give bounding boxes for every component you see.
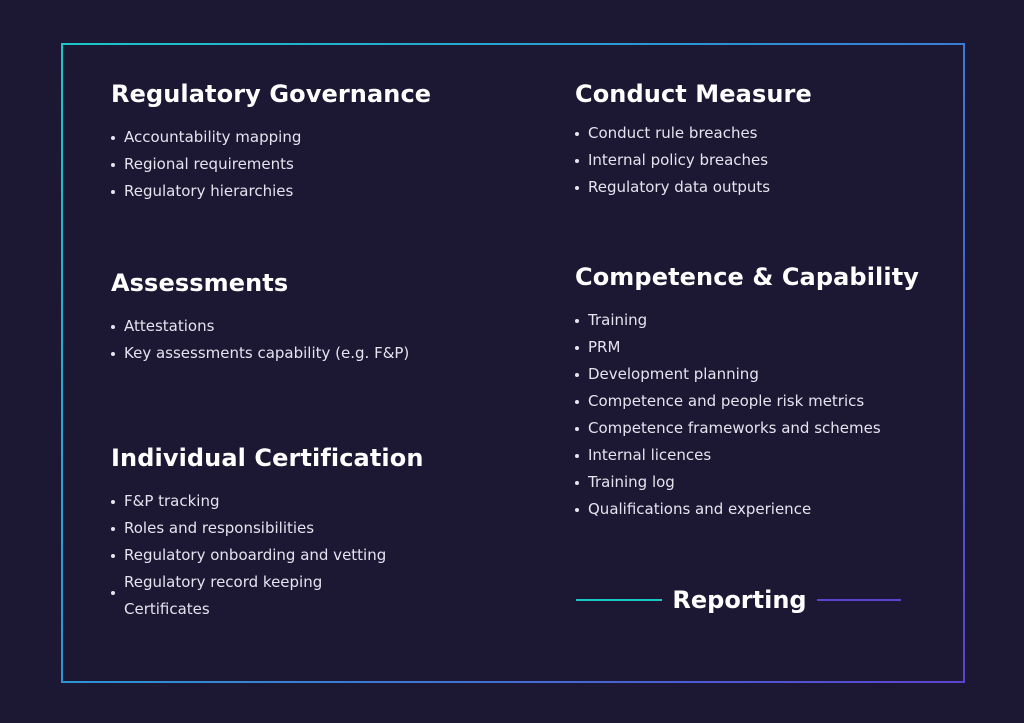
bullet-icon [111, 554, 115, 558]
bullet-icon [575, 346, 579, 350]
item-label: F&P tracking [124, 492, 220, 510]
item-list [111, 488, 424, 623]
item-label: Key assessments capability (e.g. F&P) [124, 344, 410, 362]
item-label: Internal policy breaches [588, 151, 769, 169]
bullet-icon [111, 163, 115, 167]
section-title: Individual Certification [111, 444, 424, 472]
divider-right [817, 599, 901, 601]
item-label: Regulatory record keeping [124, 573, 323, 591]
item-label: Conduct rule breaches [588, 124, 758, 142]
bullet-icon [111, 591, 115, 595]
list-item [575, 361, 919, 388]
bullet-icon [111, 352, 115, 356]
item-label: Accountability mapping [124, 128, 302, 146]
item-label: Training [588, 311, 648, 329]
list-item [111, 340, 409, 367]
bullet-icon [111, 527, 115, 531]
bullet-icon [111, 190, 115, 194]
reporting-heading [576, 585, 901, 615]
item-label: Regulatory onboarding and vetting [124, 546, 387, 564]
bullet-icon [575, 481, 579, 485]
item-label: Roles and responsibilities [124, 519, 315, 537]
list-item [111, 488, 424, 515]
bullet-icon [111, 136, 115, 140]
item-list [111, 313, 409, 367]
list-item [111, 178, 431, 205]
section-title: Competence & Capability [575, 263, 920, 291]
bullet-icon [111, 325, 115, 329]
list-item [575, 388, 919, 415]
list-item [111, 596, 424, 623]
item-label: Training log [588, 473, 675, 491]
list-item [575, 307, 919, 334]
item-label: Internal licences [588, 446, 712, 464]
list-item [575, 334, 919, 361]
item-label: Regional requirements [124, 155, 294, 173]
bullet-icon [575, 319, 579, 323]
list-item [111, 542, 424, 569]
competence-capability-section [575, 262, 919, 523]
bullet-icon [575, 159, 579, 163]
bullet-icon [575, 186, 579, 190]
conduct-measure-section [575, 79, 812, 201]
list-item [111, 569, 424, 596]
list-item [575, 120, 812, 147]
list-item [575, 469, 919, 496]
bullet-icon [575, 508, 579, 512]
bullet-icon [575, 400, 579, 404]
reporting-label: Reporting [672, 586, 807, 614]
item-label: Regulatory data outputs [588, 178, 771, 196]
item-list [575, 307, 919, 523]
list-item [111, 151, 431, 178]
bullet-icon [575, 454, 579, 458]
section-title: Assessments [111, 269, 289, 297]
list-item [575, 442, 919, 469]
list-item [575, 415, 919, 442]
item-label: Development planning [588, 365, 759, 383]
list-item [111, 515, 424, 542]
item-label: PRM [588, 338, 621, 356]
bullet-icon [575, 132, 579, 136]
item-label: Competence and people risk metrics [588, 392, 865, 410]
bullet-icon [575, 427, 579, 431]
item-list [111, 124, 431, 205]
list-item [575, 174, 812, 201]
divider-left [576, 599, 662, 601]
section-title: Regulatory Governance [111, 80, 432, 108]
list-item [111, 313, 409, 340]
bullet-icon [575, 373, 579, 377]
item-label: Regulatory hierarchies [124, 182, 294, 200]
item-label: Certificates [124, 600, 210, 618]
item-label: Competence frameworks and schemes [588, 419, 881, 437]
list-item [111, 124, 431, 151]
list-item [575, 147, 812, 174]
bullet-icon [111, 500, 115, 504]
list-item [575, 496, 919, 523]
assessments-section [111, 268, 409, 367]
regulatory-governance-section [111, 79, 431, 205]
item-label: Qualifications and experience [588, 500, 812, 518]
item-list [575, 120, 812, 201]
individual-certification-section [111, 443, 424, 623]
section-title: Conduct Measure [575, 80, 812, 108]
item-label: Attestations [124, 317, 215, 335]
